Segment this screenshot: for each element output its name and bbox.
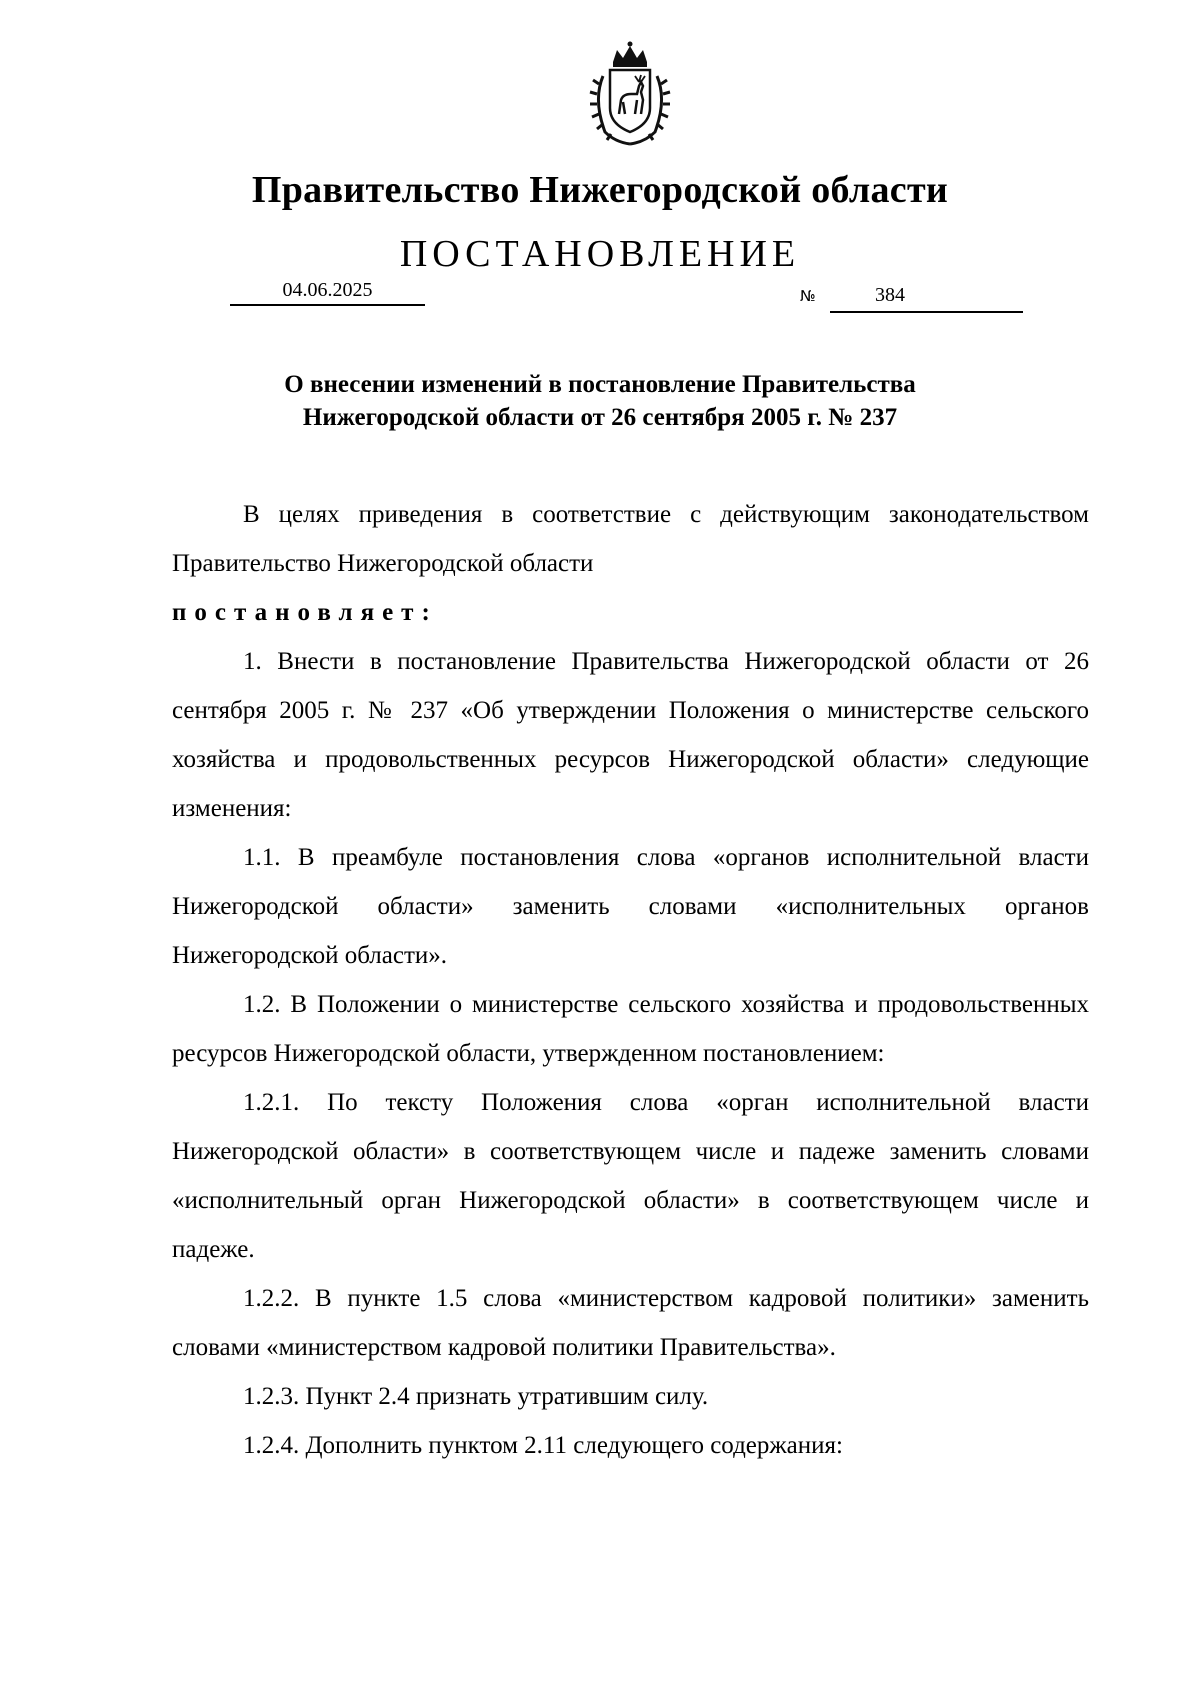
document-number: 384 <box>875 284 905 306</box>
nizhny-novgorod-coat-of-arms-icon <box>575 40 685 150</box>
paragraph-1-2-4: 1.2.4. Дополнить пунктом 2.11 следующего содержания: <box>243 1432 843 1459</box>
paragraph-1-2-1: 1.2.1. По тексту Положения слова «орган исполнительной власти Нижегородской области» в соответствующем числе и падеже заменить словами «исполнительный орган Нижегородской области» в соответствующем числе и падеже. <box>172 1089 1089 1263</box>
document-date: 04.06.2025 <box>282 279 373 301</box>
paragraph-1: 1. Внести в постановление Правительства Нижегородской области от 26 сентября 2005 г. № 237 «Об утверждении Положения о министерстве сельского хозяйства и продовольственных ресурсов Нижегородской области» следующие изменения: <box>172 648 1089 822</box>
number-sign: № <box>800 287 816 305</box>
paragraph-1-2-3: 1.2.3. Пункт 2.4 признать утратившим силу. <box>243 1383 709 1410</box>
paragraph-1-2-2: 1.2.2. В пункте 1.5 слова «министерством кадровой политики» заменить словами «министерством кадровой политики Правительства». <box>172 1285 1089 1361</box>
document-type: ПОСТАНОВЛЕНИЕ <box>399 233 801 275</box>
document-title <box>0 368 1200 434</box>
paragraph-1-1: 1.1. В преамбуле постановления слова «органов исполнительной власти Нижегородской области» заменить словами «исполнительных органов Нижегородской области». <box>172 844 1089 969</box>
document-body <box>172 490 1089 1470</box>
title-line-2: Нижегородской области от 26 сентября 2005 г. № 237 <box>302 404 898 431</box>
resolves-word: постановляет: <box>172 599 438 626</box>
organization-name: Правительство Нижегородской области <box>251 169 949 211</box>
title-line-1: О внесении изменений в постановление Правительства <box>284 371 916 398</box>
paragraph-1-2: 1.2. В Положении о министерстве сельского хозяйства и продовольственных ресурсов Нижегородской области, утвержденном постановлением: <box>172 991 1089 1067</box>
number-underline <box>830 311 1023 313</box>
date-underline <box>230 304 425 306</box>
preamble-paragraph: В целях приведения в соответствие с действующим законодательством Правительство Нижегородской области <box>172 501 1089 577</box>
